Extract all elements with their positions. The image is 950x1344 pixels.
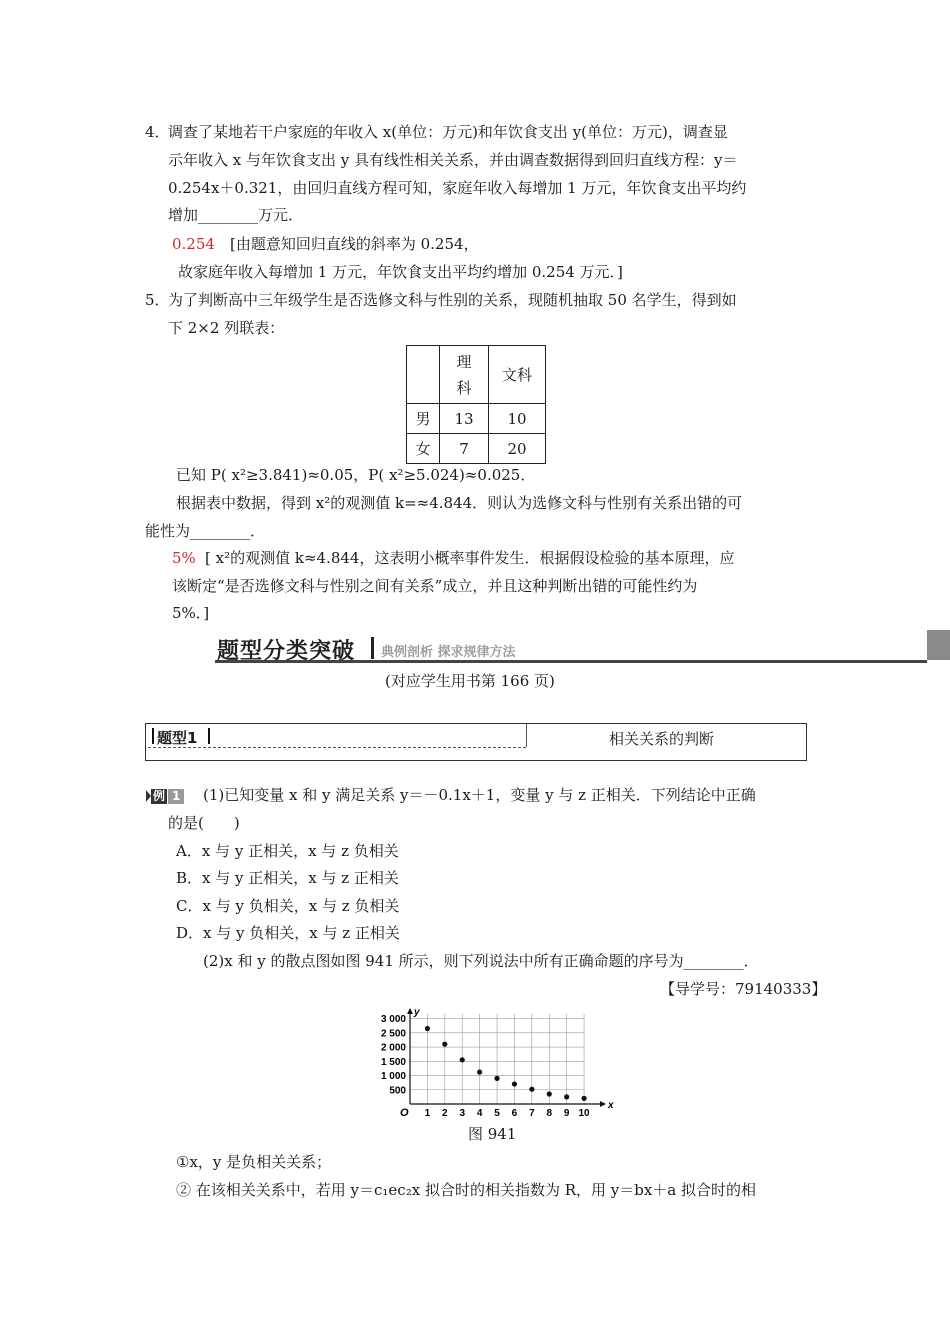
table-cell: 7 xyxy=(440,434,489,464)
y-axis-label: y xyxy=(414,1007,420,1018)
table-row-label-female: 女 xyxy=(407,434,440,464)
banner-subtitle: 典例剖析 探求规律方法 xyxy=(381,645,516,660)
q5-known-probabilities: 已知 P( x²≥3.841)≈0.05，P( x²≥5.024)≈0.025． xyxy=(176,466,536,484)
q5-answer: 5% xyxy=(172,549,196,567)
q5-explanation-2: 该断定“是否选修文科与性别之间有关系”成立，并且这种判断出错的可能性约为 xyxy=(172,577,698,595)
q4-line-1: 调查了某地若干户家庭的年收入 x(单位：万元)和年饮食支出 y(单位：万元)，调查显 xyxy=(168,123,728,141)
statement-1: ①x，y 是负相关关系； xyxy=(176,1153,332,1171)
q4-explanation-1: [由题意知回归直线的斜率为 0.254， xyxy=(230,235,479,253)
section-header-box xyxy=(145,723,807,761)
scatter-point xyxy=(442,1042,447,1047)
q5-explanation-3: 5%．] xyxy=(172,604,210,622)
x-axis-arrow-icon xyxy=(600,1101,606,1107)
example-part2: (2)x 和 y 的散点图如图 941 所示，则下列说法中所有正确命题的序号为________． xyxy=(203,952,759,970)
y-tick-label: 1 000 xyxy=(380,1071,406,1083)
scatter-point xyxy=(512,1081,517,1086)
x-tick-label: 3 xyxy=(459,1108,466,1119)
scatter-point xyxy=(529,1087,534,1092)
x-tick-label: 6 xyxy=(511,1108,518,1119)
x-tick-label: 1 xyxy=(424,1108,431,1119)
example-badge xyxy=(146,786,184,801)
scatter-point xyxy=(425,1026,430,1031)
scatter-point xyxy=(494,1076,499,1081)
x-tick-label: 8 xyxy=(546,1108,553,1119)
section-tag-bar-left xyxy=(152,728,154,744)
scatter-point xyxy=(477,1069,482,1074)
table-cell: 13 xyxy=(440,404,489,434)
y-tick-label: 500 xyxy=(389,1085,406,1097)
x-tick-label: 9 xyxy=(563,1108,570,1119)
q5-explanation-1: [ x²的观测值 k≈4.844，这表明小概率事件发生．根据假设检验的基本原理，应 xyxy=(205,549,735,567)
section-tag: 题型1 xyxy=(157,729,198,747)
q4-line-4: 增加________万元． xyxy=(168,206,304,224)
scatter-point xyxy=(460,1057,465,1062)
y-tick-label: 2 500 xyxy=(380,1028,406,1040)
example-badge-number: 1 xyxy=(168,789,184,804)
figure-caption: 图 941 xyxy=(468,1125,517,1143)
statement-2: ② 在该相关关系中，若用 y＝c₁ec₂x 拟合时的相关指数为 R，用 y＝bx＋a 拟合时的相 xyxy=(176,1181,757,1199)
q5-line-2: 下 2×2 列联表： xyxy=(168,319,285,337)
q4-answer: 0.254 xyxy=(172,235,215,253)
y-axis-arrow-icon xyxy=(407,1008,413,1014)
section-step-line xyxy=(526,724,528,747)
q5-line-1: 为了判断高中三年级学生是否选修文科与性别的关系，现随机抽取 50 名学生，得到如 xyxy=(168,291,737,309)
section-title: 相关关系的判断 xyxy=(609,730,715,748)
q4-line-3: 0.254x＋0.321，由回归直线方程可知，家庭年收入每增加 1 万元，年饮食支出平均约 xyxy=(168,179,747,197)
y-tick-label: 1 500 xyxy=(380,1056,406,1068)
example-badge-label: 例 xyxy=(153,788,166,803)
reference-page: (对应学生用书第 166 页) xyxy=(385,672,555,690)
section-tag-bar-right xyxy=(208,728,210,744)
scatter-figure xyxy=(370,1006,615,1121)
x-tick-label: 10 xyxy=(578,1108,590,1119)
scatter-point xyxy=(564,1094,569,1099)
option-d: D．x 与 y 负相关，x 与 z 正相关 xyxy=(176,924,400,942)
x-axis-label: x xyxy=(608,1100,614,1111)
table-cell: 10 xyxy=(489,404,546,434)
q4-number: 4． xyxy=(145,123,170,141)
banner-side-block xyxy=(927,630,950,660)
banner-title: 题型分类突破 xyxy=(217,639,356,664)
scatter-plot xyxy=(370,1006,615,1121)
table-corner-cell xyxy=(407,346,440,404)
q4-explanation-2: 故家庭年收入每增加 1 万元，年饮食支出平均约增加 0.254 万元．] xyxy=(178,263,623,281)
table-cell: 20 xyxy=(489,434,546,464)
origin-label: O xyxy=(400,1107,409,1119)
q5-number: 5． xyxy=(145,291,170,309)
table-header-arts: 文科 xyxy=(489,346,546,404)
scatter-point xyxy=(547,1091,552,1096)
example-part1-line-1: (1)已知变量 x 和 y 满足关系 y＝－0.1x＋1，变量 y 与 z 正相关．下列结论中正确 xyxy=(203,786,756,804)
option-b: B．x 与 y 正相关，x 与 z 正相关 xyxy=(176,869,399,887)
y-tick-label: 3 000 xyxy=(380,1014,406,1026)
x-tick-label: 7 xyxy=(529,1108,535,1119)
section-banner xyxy=(215,634,950,666)
y-tick-label: 2 000 xyxy=(380,1042,406,1054)
table-row-label-male: 男 xyxy=(407,404,440,434)
option-c: C．x 与 y 负相关，x 与 z 负相关 xyxy=(176,897,400,915)
example-part1-line-2: 的是( ) xyxy=(168,814,240,832)
x-tick-label: 5 xyxy=(494,1108,500,1119)
x-tick-label: 4 xyxy=(476,1108,483,1119)
x-tick-label: 2 xyxy=(442,1108,448,1119)
scatter-point xyxy=(581,1096,586,1101)
q5-line-3: 根据表中数据，得到 x²的观测值 k=≈4.844．则认为选修文科与性别有关系出错的可 xyxy=(176,494,743,512)
q4-line-2: 示年收入 x 与年饮食支出 y 具有线性相关关系，并由调查数据得到回归直线方程：y＝ xyxy=(168,151,738,169)
guide-number: 【导学号：79140333】 xyxy=(660,980,827,998)
banner-divider xyxy=(371,637,374,659)
contingency-table xyxy=(406,345,546,464)
section-dashed-line xyxy=(148,747,526,748)
q5-line-4: 能性为________． xyxy=(145,522,266,540)
option-a: A．x 与 y 正相关，x 与 z 负相关 xyxy=(176,842,399,860)
table-header-science: 理 科 xyxy=(440,346,489,404)
